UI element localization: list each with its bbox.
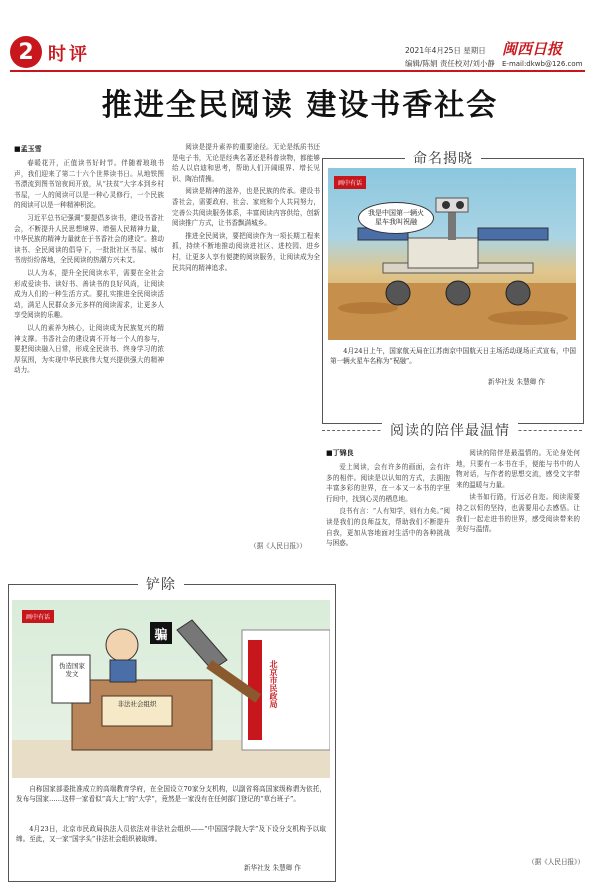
date-line: 2021年4月25日 星期日 [405,46,486,55]
reading-column-1 [326,462,450,854]
civil-affairs-sign: 北京市民政局 [269,660,278,708]
middle-article-source: （据《人民日报》） [250,542,307,550]
paragraph: 读书如行路，行远必自迩。阅读需要持之以恒的坚持，也需要用心去感悟。让我们一起走进书的世界，感受阅读带来的美好与温情。 [456,493,580,534]
page-number-badge: 2 [10,36,42,68]
header-rule [10,70,585,72]
reading-source: （据《人民日报》） [528,858,585,866]
paragraph: 阅读的陪伴是最温情的。无论身处何地，只要有一本书在手，便能与书中的人物对话，与作者的思想交流，感受文字带来的温暖与力量。 [456,449,580,489]
speech-bubble: 我是中国第一辆火星车我叫祝融 [358,202,434,234]
email-line: E-mail:dkwb@126.com [502,60,583,68]
reading-byline: ■丁锦良 [326,449,354,457]
left-article-byline: ■孟玉雪 [14,145,42,153]
paragraph: 以人的素养为核心，让阅读成为民族复兴的精神支撑。书香社会的建设离不开每一个人的参与，要把阅读融入日常，形成全民读书、终身学习的浓厚氛围，为实现中华民族伟大复兴提供强大的精神动力。 [14,323,164,375]
paragraph: 阅读是提升素养的重要途径。无论是纸质书还是电子书，无论是经典名著还是科普读物，都能够给人以启迪和思考，帮助人们开阔眼界、增长见识、陶冶情操。 [172,143,320,183]
reading-box-title: 阅读的陪伴最温情 [382,420,518,440]
reading-column-2 [456,448,580,844]
left-article-column [14,158,164,546]
paragraph: 习近平总书记强调“要提倡多读书，建设书香社会，不断提升人民思想境界、增强人民精神力量，中华民族的精神力量就在于书香社会的建设”。推动读书、全民阅读的倡导下，一批批社区书屋、城市书房纷纷落地，全民阅读的热潮方兴未艾。 [14,213,164,265]
naming-caption: 4月24日上午，国家航天局在江苏南京中国航天日主场活动现场正式宣布，中国第一辆火星车名称为“祝融”。 [330,347,576,365]
newspaper-logo: 闽西日报 [502,40,563,58]
naming-credit: 新华社发 朱慧卿 作 [488,378,545,386]
section-name: 时评 [48,44,90,65]
paragraph: 以人为本，提升全民阅读水平，需要在全社会形成爱读书、读好书、善读书的良好风尚，让阅读成为人们的一种生活方式。要扎实推进全民阅读活动，满足人民群众多元多样的阅读需求，让更多人享受阅读的乐趣。 [14,268,164,320]
scam-card: 骗 [150,622,172,644]
paragraph: 良书有言：“人有知学，则有力矣。”阅读是我们的良师益友，帮助我们不断提升自我，更加从容地面对生活中的各种挑战与困惑。 [326,507,450,548]
paragraph: 推进全民阅读，要把阅读作为一项长期工程来抓，持续不断地推动阅读进社区、进校园、进乡村，让更多人享有便捷的阅读服务，让阅读成为全民共同的精神追求。 [172,231,320,272]
paragraph: 春暖花开，正值读书好时节。伴随着琅琅书声，我们迎来了第二十六个世界读书日。从地铁图书漂流到图书馆夜间开放，从“扶贫”大字本到乡村书屋，一人的阅读可以是一种心灵修行，一个民族的阅读可以是一种精神积淀。 [14,159,164,210]
eradication-caption-1: 自称国家部委批准成立的高端教育学府，在全国设立70家分支机构，以副省将高国家级称谓为依托，发布与国家……这样一家看似“高大上”的“大学”，竟然是一家没有在任何部门登记的“草台班子”。 [16,785,326,803]
main-headline: 推进全民阅读 建设书香社会 [101,88,499,123]
paragraph: 阅读是精神的滋养，也是民族的传承。建设书香社会，需要政府、社会、家庭和个人共同努力，完善公共阅读服务体系，丰富阅读内容供给，创新阅读推广方式，让书香飘满城乡。 [172,187,320,228]
eradication-box-title: 铲除 [138,574,184,594]
cartoon-tag: 画中有话 [334,176,366,189]
mars-rover-illustration [328,168,576,340]
cartoon-tag: 画中有话 [22,610,54,623]
eradication-caption-2: 4月23日，北京市民政局执法人员依法对非法社会组织——“中国国学院大学”及下设分支机构予以取缔。至此，又一家“国字头”非法社会组织被取缔。 [16,825,326,843]
editor-line: 编辑/陈娟 责任校对/刘小静 [405,59,495,68]
mars-rover-cartoon [328,168,576,340]
eradication-cartoon [12,600,330,778]
middle-article-column [172,142,320,540]
forged-document-label: 伪造国家发文 [59,662,85,678]
eradication-credit: 新华社发 朱慧卿 作 [244,864,301,872]
naming-box-title: 命名揭晓 [405,148,481,168]
illegal-org-plaque: 非法社会组织 [117,700,157,708]
paragraph: 爱上阅读，会有许多的画面，会有许多的相伴。阅读是以认知的方式，去拥抱丰富多彩的世界，在一本又一本书的字里行间中，找到心灵的栖息地。 [326,463,450,503]
